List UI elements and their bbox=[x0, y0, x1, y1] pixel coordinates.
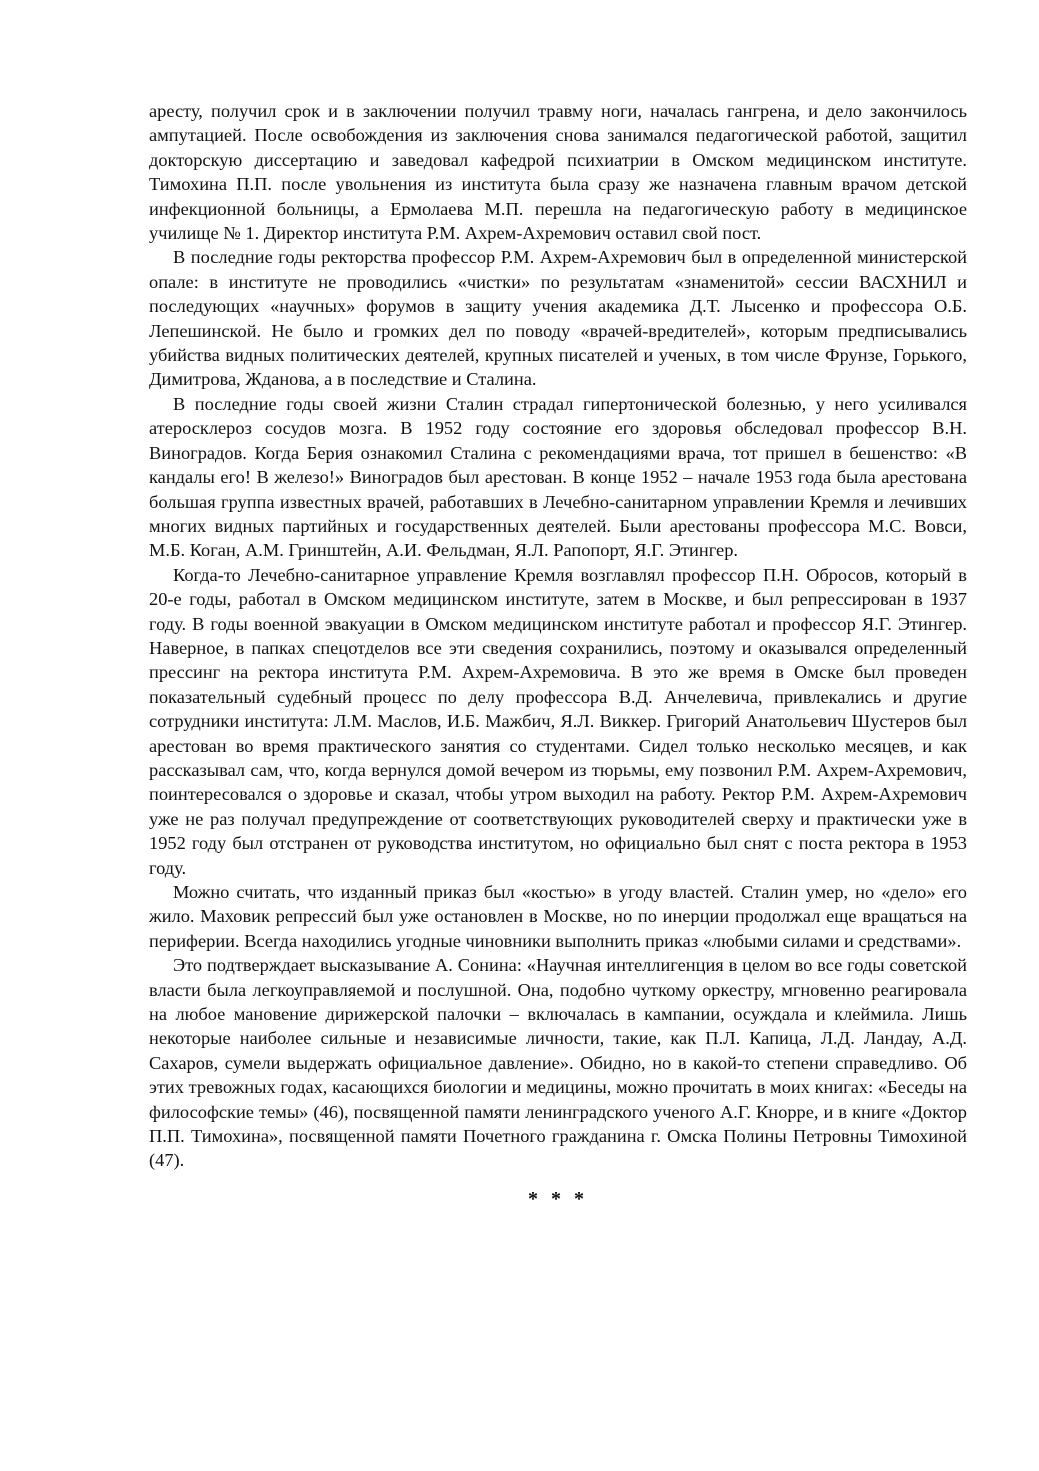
paragraph-5: Можно считать, что изданный приказ был «костью» в угоду властей. Сталин умер, но «дело» его жило. Маховик репрессий был уже остановлен в Москве, но по инерции продолжал еще вращаться на периферии. Всегда находились угодные чиновники выполнить приказ «любыми силами и средствами». bbox=[149, 882, 967, 951]
paragraph-3: В последние годы своей жизни Сталин страдал гипертонической болезнью, у него усиливался атеросклероз сосудов мозга. В 1952 году состояние его здоровья обследовал профессор В.Н. Виноградов. Когда Берия ознакомил Сталина с рекомендациями врача, тот пришел в бешенство: «В кандалы его! В железо!» Виноградов был арестован. В конце 1952 – начале 1953 года была арестована большая группа известных врачей, работавших в Лечебно-санитарном управлении Кремля и лечивших многих видных партийных и государственных деятелей. Были арестованы профессора М.С. Вовси, М.Б. Коган, А.М. Гринштейн, А.И. Фельдман, Я.Л. Рапопорт, Я.Г. Этингер. bbox=[149, 393, 967, 561]
section-separator: * * * bbox=[528, 1187, 588, 1210]
paragraph-6: Это подтверждает высказывание А. Сонина: «Научная интеллигенция в целом во все годы советской власти была легкоуправляемой и послушной. Она, подобно чуткому оркестру, мгновенно реагировала на любое мановение дирижерской палочки – включалась в кампании, осуждала и клеймила. Лишь некоторые наиболее сильные и независимые личности, такие, как П.Л. Капица, Л.Д. Ландау, А.Д. Сахаров, сумели выдержать официальное давление». Обидно, но в какой-то степени справедливо. Об этих тревожных годах, касающихся биологии и медицины, можно прочитать в моих книгах: «Беседы на философские темы» (46), посвященной памяти ленинградского ученого А.Г. Кнорре, и в книге «Доктор П.П. Тимохина», посвященной памяти Почетного гражданина г. Омска Полины Петровны Тимохиной (47). bbox=[149, 955, 967, 1171]
document-page bbox=[149, 99, 967, 1211]
paragraph-2: В последние годы ректорства профессор Р.М. Ахрем-Ахремович был в определенной министерской опале: в институте не проводились «чистки» по результатам «знаменитой» сессии ВАСХНИЛ и последующих «научных» форумов в защиту учения академика Д.Т. Лысенко и профессора О.Б. Лепешинской. Не было и громких дел по поводу «врачей-вредителей», которым предписывались убийства видных политических деятелей, крупных писателей и ученых, в том числе Фрунзе, Горького, Димитрова, Жданова, а в последствие и Сталина. bbox=[149, 247, 967, 390]
paragraph-1: аресту, получил срок и в заключении получил травму ноги, началась гангрена, и дело закончилось ампутацией. После освобождения из заключения снова занимался педагогической работой, защитил докторскую диссертацию и заведовал кафедрой психиатрии в Омском медицинском институте. Тимохина П.П. после увольнения из института была сразу же назначена главным врачом детской инфекционной больницы, а Ермолаева М.П. перешла на педагогическую работу в медицинское училище № 1. Директор института Р.М. Ахрем-Ахремович оставил свой пост. bbox=[149, 101, 967, 244]
paragraph-4: Когда-то Лечебно-санитарное управление Кремля возглавлял профессор П.Н. Обросов, который в 20-е годы, работал в Омском медицинском институте, затем в Москве, и был репрессирован в 1937 году. В годы военной эвакуации в Омском медицинском институте работал и профессор Я.Г. Этингер. Наверное, в папках спецотделов все эти сведения сохранились, поэтому и оказывался определенный прессинг на ректора института Р.М. Ахрем-Ахремовича. В это же время в Омске был проведен показательный судебный процесс по делу профессора В.Д. Анчелевича, привлекались и другие сотрудники института: Л.М. Маслов, И.Б. Мажбич, Я.Л. Виккер. Григорий Анатольевич Шустеров был арестован во время практического занятия со студентами. Сидел только несколько месяцев, и как рассказывал сам, что, когда вернулся домой вечером из тюрьмы, ему позвонил Р.М. Ахрем-Ахремович, поинтересовался о здоровье и сказал, чтобы утром выходил на работу. Ректор Р.М. Ахрем-Ахремович уже не раз получал предупреждение от соответствующих руководителей сверху и практически уже в 1952 году был отстранен от руководства институтом, но официально был снят с поста ректора в 1953 году. bbox=[149, 564, 967, 878]
